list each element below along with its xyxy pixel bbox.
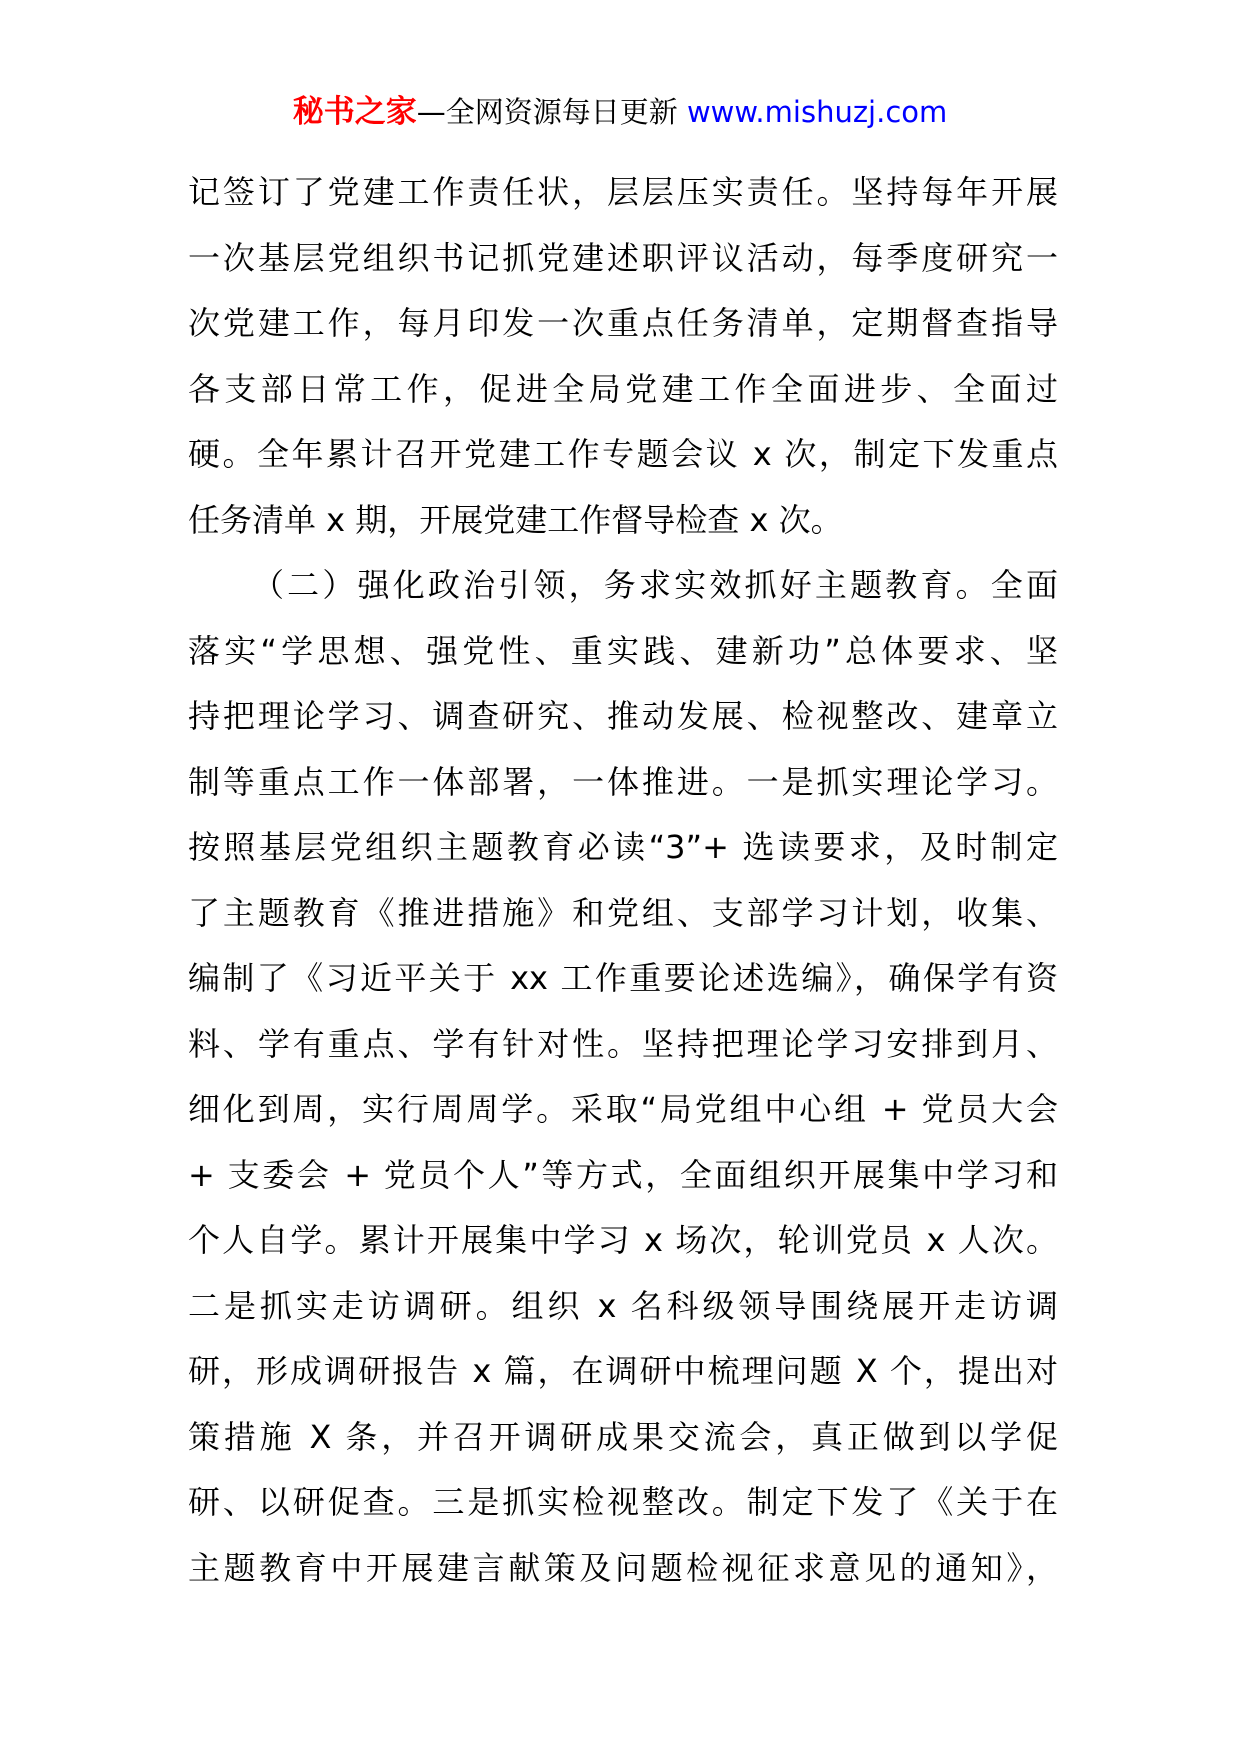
text-line: 料、学有重点、学有针对性。坚持把理论学习安排到月、	[188, 1024, 1058, 1063]
document-body	[188, 160, 1058, 1601]
site-header	[0, 92, 1240, 132]
text-line: 一次基层党组织书记抓党建述职评议活动，每季度研究一	[188, 238, 1058, 277]
text-line: 制等重点工作一体部署，一体推进。一是抓实理论学习。	[188, 762, 1058, 801]
text-line: 记签订了党建工作责任状，层层压实责任。坚持每年开展	[188, 173, 1058, 211]
text-line: 落实“学思想、强党性、重实践、建新功”总体要求、坚	[188, 631, 1058, 670]
text-line: 次党建工作，每月印发一次重点任务清单，定期督查指导	[188, 304, 1058, 342]
text-line: 研，形成调研报告 x 篇，在调研中梳理问题 X 个，提出对	[188, 1352, 1058, 1390]
text-line: 细化到周，实行周周学。采取“局党组中心组 + 党员大会	[188, 1090, 1058, 1128]
section-heading-line: （二）强化政治引领，务求实效抓好主题教育。全面	[252, 566, 1058, 604]
text-line: 研、以研促查。三是抓实检视整改。制定下发了《关于在	[188, 1483, 1058, 1521]
text-line: 按照基层党组织主题教育必读“3”+ 选读要求，及时制定	[188, 828, 1058, 866]
text-line: 持把理论学习、调查研究、推动发展、检视整改、建章立	[188, 697, 1058, 735]
text-line: 编制了《习近平关于 xx 工作重要论述选编》，确保学有资	[188, 959, 1058, 997]
text-line: 了主题教育《推进措施》和党组、支部学习计划，收集、	[188, 893, 1058, 932]
text-line: 个人自学。累计开展集中学习 x 场次，轮训党员 x 人次。	[188, 1221, 1058, 1259]
site-url[interactable]: www.mishuzj.com	[686, 95, 948, 129]
text-line: 主题教育中开展建言献策及问题检视征求意见的通知》，	[188, 1548, 1058, 1587]
text-line: 二是抓实走访调研。组织 x 名科级领导围绕展开走访调	[188, 1286, 1058, 1325]
header-slogan: —全网资源每日更新	[416, 95, 687, 129]
brand-name: 秘书之家	[292, 94, 417, 130]
text-line: 各支部日常工作，促进全局党建工作全面进步、全面过	[188, 369, 1058, 408]
text-line: 任务清单 x 期，开展党建工作督导检查 x 次。	[188, 500, 843, 539]
text-line: 策措施 X 条，并召开调研成果交流会，真正做到以学促	[188, 1417, 1058, 1456]
text-line: + 支委会 + 党员个人”等方式，全面组织开展集中学习和	[188, 1155, 1058, 1194]
text-line: 硬。全年累计召开党建工作专题会议 x 次，制定下发重点	[188, 435, 1058, 473]
